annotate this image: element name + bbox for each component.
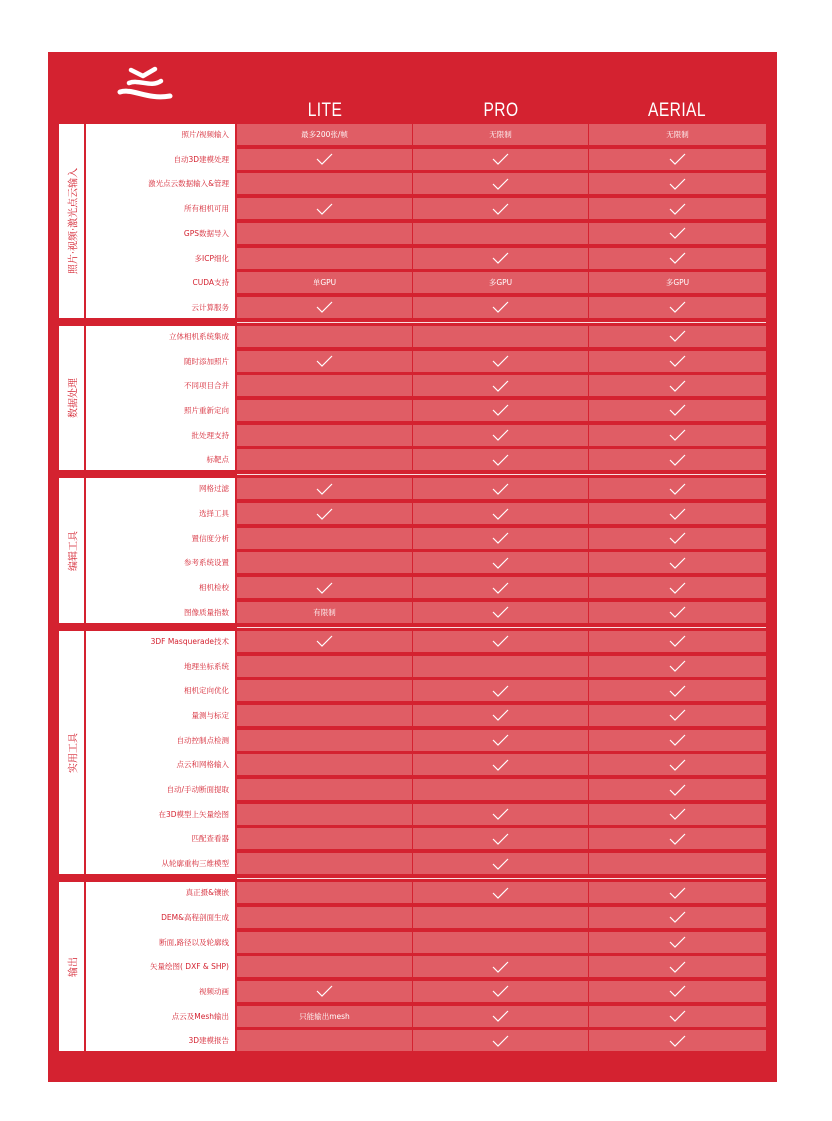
feature-label: 标靶点 xyxy=(206,455,229,465)
cell-aerial xyxy=(589,907,766,928)
cell-pro xyxy=(413,478,588,499)
cell-aerial xyxy=(589,297,766,318)
feature-row xyxy=(59,425,766,446)
feature-row xyxy=(59,907,766,928)
feature-label: 参考系统设置 xyxy=(184,558,229,568)
cell-lite xyxy=(237,528,412,549)
check-icon xyxy=(316,635,333,647)
feature-row xyxy=(59,705,766,726)
feature-row xyxy=(59,449,766,470)
check-icon xyxy=(669,660,686,672)
cell-lite xyxy=(237,932,412,953)
cell-pro xyxy=(413,853,588,874)
cell-aerial xyxy=(589,326,766,347)
cell-pro xyxy=(413,198,588,219)
feature-row xyxy=(59,656,766,677)
check-icon xyxy=(492,178,509,190)
cell-pro xyxy=(413,149,588,170)
cell-pro xyxy=(413,351,588,372)
check-icon xyxy=(669,252,686,264)
cell-aerial xyxy=(589,853,766,874)
check-icon xyxy=(669,784,686,796)
cell-pro xyxy=(413,375,588,396)
cell-lite xyxy=(237,351,412,372)
cell-lite xyxy=(237,754,412,775)
section-title: 实用工具 xyxy=(68,732,79,773)
feature-label: 自动3D建模处理 xyxy=(173,154,229,164)
cell-aerial xyxy=(589,149,766,170)
cell-lite xyxy=(237,1030,412,1051)
feature-label: 激光点云数据输入&管理 xyxy=(148,179,229,189)
section-divider xyxy=(237,878,766,879)
check-icon xyxy=(492,833,509,845)
check-icon xyxy=(669,709,686,721)
cell-lite xyxy=(237,853,412,874)
cell-lite xyxy=(237,449,412,470)
check-icon xyxy=(492,153,509,165)
check-icon xyxy=(492,380,509,392)
feature-label: 相机定向优化 xyxy=(184,686,229,696)
check-icon xyxy=(492,808,509,820)
feature-row xyxy=(59,981,766,1002)
cell-pro xyxy=(413,173,588,194)
cell-pro xyxy=(413,1006,588,1027)
cell-aerial xyxy=(589,503,766,524)
cell-lite xyxy=(237,425,412,446)
cell-lite xyxy=(237,326,412,347)
check-icon xyxy=(492,1035,509,1047)
cell-lite xyxy=(237,981,412,1002)
cell-lite xyxy=(237,956,412,977)
cell-aerial xyxy=(589,272,766,293)
check-icon xyxy=(669,936,686,948)
section-2 xyxy=(59,478,766,623)
cell-pro xyxy=(413,754,588,775)
check-icon xyxy=(492,709,509,721)
cell-pro xyxy=(413,297,588,318)
check-icon xyxy=(492,734,509,746)
check-icon xyxy=(669,557,686,569)
cell-lite xyxy=(237,375,412,396)
feature-row xyxy=(59,223,766,244)
check-icon xyxy=(669,483,686,495)
check-icon xyxy=(669,985,686,997)
section-0 xyxy=(59,124,766,318)
feature-label: 自动/手动断面提取 xyxy=(166,785,229,795)
check-icon xyxy=(492,301,509,313)
feature-label: 不同项目合并 xyxy=(184,381,229,391)
feature-label: 量测与标定 xyxy=(191,710,229,720)
check-icon xyxy=(669,330,686,342)
section-title: 编辑工具 xyxy=(68,530,79,571)
cell-pro xyxy=(413,705,588,726)
check-icon xyxy=(669,508,686,520)
check-icon xyxy=(492,1010,509,1022)
cell-text: 只能输出mesh xyxy=(299,1011,350,1021)
column-header-aerial: AERIAL xyxy=(648,100,706,121)
check-icon xyxy=(669,911,686,923)
cell-aerial xyxy=(589,198,766,219)
cell-aerial xyxy=(589,351,766,372)
feature-row xyxy=(59,173,766,194)
feature-label: 地理坐标系统 xyxy=(184,661,229,671)
check-icon xyxy=(492,759,509,771)
cell-aerial xyxy=(589,1030,766,1051)
cell-text: 无限制 xyxy=(489,130,512,139)
check-icon xyxy=(669,685,686,697)
check-icon xyxy=(316,582,333,594)
check-icon xyxy=(669,833,686,845)
feature-label: 照片/视频输入 xyxy=(181,130,229,139)
check-icon xyxy=(669,635,686,647)
cell-aerial xyxy=(589,375,766,396)
cell-aerial xyxy=(589,680,766,701)
cell-pro xyxy=(413,907,588,928)
feature-label: 多ICP细化 xyxy=(194,253,229,263)
feature-row xyxy=(59,730,766,751)
check-icon xyxy=(669,178,686,190)
cell-lite xyxy=(237,272,412,293)
cell-text: 无限制 xyxy=(666,130,689,139)
check-icon xyxy=(669,1035,686,1047)
comparison-sheet xyxy=(48,52,777,1082)
check-icon xyxy=(492,582,509,594)
feature-label: 点云和网格输入 xyxy=(176,760,229,770)
check-icon xyxy=(669,355,686,367)
cell-aerial xyxy=(589,602,766,623)
cell-aerial xyxy=(589,223,766,244)
cell-pro xyxy=(413,503,588,524)
feature-label: DEM&高程剖面生成 xyxy=(161,912,229,922)
check-icon xyxy=(669,582,686,594)
feature-row xyxy=(59,503,766,524)
cell-lite xyxy=(237,882,412,903)
feature-row xyxy=(59,297,766,318)
cell-pro xyxy=(413,828,588,849)
cell-pro xyxy=(413,631,588,652)
column-header-lite: LITE xyxy=(307,100,343,121)
check-icon xyxy=(669,606,686,618)
check-icon xyxy=(492,404,509,416)
cell-text: 多GPU xyxy=(488,278,513,288)
cell-pro xyxy=(413,1030,588,1051)
cell-aerial xyxy=(589,804,766,825)
section-title: 数据处理 xyxy=(68,378,79,419)
section-3 xyxy=(59,631,766,874)
cell-pro xyxy=(413,248,588,269)
feature-row xyxy=(59,552,766,573)
cell-lite xyxy=(237,631,412,652)
feature-row xyxy=(59,577,766,598)
feature-label: 立体相机系统集成 xyxy=(169,331,229,341)
check-icon xyxy=(492,887,509,899)
cell-pro xyxy=(413,326,588,347)
check-icon xyxy=(669,887,686,899)
check-icon xyxy=(669,532,686,544)
check-icon xyxy=(492,429,509,441)
cell-lite xyxy=(237,478,412,499)
cell-aerial xyxy=(589,932,766,953)
cell-lite xyxy=(237,602,412,623)
cell-lite xyxy=(237,503,412,524)
check-icon xyxy=(669,203,686,215)
feature-row xyxy=(59,680,766,701)
feature-row xyxy=(59,528,766,549)
cell-lite xyxy=(237,149,412,170)
check-icon xyxy=(316,355,333,367)
stylized-wave-logo-icon xyxy=(117,66,173,104)
section-1 xyxy=(59,326,766,471)
feature-row xyxy=(59,779,766,800)
column-header-pro: PRO xyxy=(483,100,519,121)
feature-row xyxy=(59,1030,766,1051)
cell-aerial xyxy=(589,882,766,903)
cell-lite xyxy=(237,705,412,726)
feature-label: 视频动画 xyxy=(199,986,229,996)
feature-row xyxy=(59,932,766,953)
check-icon xyxy=(492,483,509,495)
cell-pro xyxy=(413,528,588,549)
check-icon xyxy=(492,454,509,466)
feature-label: 从轮廓重构三维模型 xyxy=(161,859,229,869)
cell-lite xyxy=(237,907,412,928)
cell-pro xyxy=(413,680,588,701)
feature-label: 选择工具 xyxy=(199,509,229,519)
cell-lite xyxy=(237,804,412,825)
section-divider xyxy=(237,627,766,628)
feature-row xyxy=(59,326,766,347)
feature-row xyxy=(59,882,766,903)
feature-row xyxy=(59,375,766,396)
check-icon xyxy=(669,153,686,165)
cell-pro xyxy=(413,400,588,421)
check-icon xyxy=(492,635,509,647)
cell-pro xyxy=(413,882,588,903)
feature-label: 断面,路径以及轮廓线 xyxy=(159,937,229,947)
cell-aerial xyxy=(589,779,766,800)
feature-label: 自动控制点检测 xyxy=(176,735,229,745)
feature-label: 真正摄&镶嵌 xyxy=(185,888,229,898)
feature-label: 照片重新定向 xyxy=(184,405,229,415)
feature-row xyxy=(59,1006,766,1027)
cell-aerial xyxy=(589,1006,766,1027)
cell-aerial xyxy=(589,730,766,751)
cell-aerial xyxy=(589,656,766,677)
cell-pro xyxy=(413,425,588,446)
cell-aerial xyxy=(589,478,766,499)
cell-lite xyxy=(237,828,412,849)
check-icon xyxy=(316,483,333,495)
cell-pro xyxy=(413,730,588,751)
cell-pro xyxy=(413,602,588,623)
cell-aerial xyxy=(589,956,766,977)
section-title: 输出 xyxy=(68,956,79,977)
feature-label: 随时添加照片 xyxy=(184,356,229,366)
feature-row xyxy=(59,631,766,652)
check-icon xyxy=(492,858,509,870)
check-icon xyxy=(492,252,509,264)
cell-aerial xyxy=(589,828,766,849)
check-icon xyxy=(669,454,686,466)
cell-lite xyxy=(237,198,412,219)
cell-aerial xyxy=(589,981,766,1002)
cell-aerial xyxy=(589,248,766,269)
cell-aerial xyxy=(589,528,766,549)
check-icon xyxy=(669,808,686,820)
cell-text: 多GPU xyxy=(665,278,690,288)
cell-lite xyxy=(237,400,412,421)
check-icon xyxy=(492,355,509,367)
cell-lite xyxy=(237,124,412,145)
feature-label: 置信度分析 xyxy=(191,533,229,543)
check-icon xyxy=(316,508,333,520)
cell-pro xyxy=(413,124,588,145)
cell-pro xyxy=(413,223,588,244)
feature-row xyxy=(59,853,766,874)
check-icon xyxy=(669,227,686,239)
cell-pro xyxy=(413,272,588,293)
cell-text: 有限制 xyxy=(313,607,336,617)
cell-lite xyxy=(237,577,412,598)
cell-pro xyxy=(413,656,588,677)
check-icon xyxy=(316,985,333,997)
feature-label: 相机检校 xyxy=(199,583,229,593)
check-icon xyxy=(316,153,333,165)
feature-label: 矢量绘图( DXF & SHP) xyxy=(149,962,229,972)
cell-lite xyxy=(237,656,412,677)
cell-lite xyxy=(237,223,412,244)
feature-label: 批处理支持 xyxy=(191,430,229,440)
feature-row xyxy=(59,248,766,269)
cell-lite xyxy=(237,173,412,194)
section-title: 照片·视频·激光点云输入 xyxy=(68,167,79,275)
feature-row xyxy=(59,804,766,825)
cell-pro xyxy=(413,552,588,573)
feature-row xyxy=(59,754,766,775)
section-divider xyxy=(237,474,766,475)
cell-pro xyxy=(413,981,588,1002)
check-icon xyxy=(492,961,509,973)
feature-label: 在3D模型上矢量绘图 xyxy=(158,809,229,819)
section-4 xyxy=(59,882,766,1051)
check-icon xyxy=(669,1010,686,1022)
cell-lite xyxy=(237,297,412,318)
feature-label: 所有相机可用 xyxy=(184,204,229,214)
feature-label: 3DF Masquerade技术 xyxy=(150,636,229,646)
feature-row xyxy=(59,956,766,977)
cell-aerial xyxy=(589,552,766,573)
cell-aerial xyxy=(589,425,766,446)
check-icon xyxy=(316,301,333,313)
cell-lite xyxy=(237,779,412,800)
check-icon xyxy=(492,532,509,544)
feature-label: 云计算服务 xyxy=(191,302,229,312)
check-icon xyxy=(669,734,686,746)
check-icon xyxy=(669,429,686,441)
cell-aerial xyxy=(589,705,766,726)
feature-label: 图像质量指数 xyxy=(184,607,229,617)
cell-aerial xyxy=(589,577,766,598)
cell-pro xyxy=(413,449,588,470)
check-icon xyxy=(492,685,509,697)
check-icon xyxy=(316,203,333,215)
check-icon xyxy=(492,203,509,215)
feature-label: 匹配查看器 xyxy=(191,834,229,844)
cell-lite xyxy=(237,248,412,269)
check-icon xyxy=(492,606,509,618)
check-icon xyxy=(669,759,686,771)
cell-aerial xyxy=(589,631,766,652)
feature-label: 网格过滤 xyxy=(199,484,229,494)
feature-row xyxy=(59,198,766,219)
cell-aerial xyxy=(589,124,766,145)
cell-lite xyxy=(237,730,412,751)
check-icon xyxy=(669,961,686,973)
check-icon xyxy=(669,380,686,392)
feature-label: 点云及Mesh输出 xyxy=(171,1011,229,1021)
feature-row xyxy=(59,149,766,170)
feature-row xyxy=(59,351,766,372)
check-icon xyxy=(492,557,509,569)
feature-row xyxy=(59,272,766,293)
cell-lite xyxy=(237,552,412,573)
feature-label: CUDA支持 xyxy=(192,278,229,288)
feature-row xyxy=(59,478,766,499)
cell-aerial xyxy=(589,173,766,194)
cell-pro xyxy=(413,779,588,800)
cell-aerial xyxy=(589,754,766,775)
cell-pro xyxy=(413,956,588,977)
cell-aerial xyxy=(589,449,766,470)
feature-row xyxy=(59,602,766,623)
feature-row xyxy=(59,828,766,849)
cell-lite xyxy=(237,1006,412,1027)
feature-label: 3D建模报告 xyxy=(188,1036,229,1046)
feature-row xyxy=(59,124,766,145)
section-divider xyxy=(237,322,766,323)
feature-label: GPS数据导入 xyxy=(183,228,229,238)
check-icon xyxy=(669,301,686,313)
cell-text: 单GPU xyxy=(312,278,337,288)
cell-pro xyxy=(413,804,588,825)
check-icon xyxy=(492,508,509,520)
cell-aerial xyxy=(589,400,766,421)
cell-lite xyxy=(237,680,412,701)
feature-row xyxy=(59,400,766,421)
cell-text: 最多200张/帧 xyxy=(301,130,348,139)
cell-pro xyxy=(413,932,588,953)
check-icon xyxy=(492,985,509,997)
cell-pro xyxy=(413,577,588,598)
check-icon xyxy=(669,404,686,416)
